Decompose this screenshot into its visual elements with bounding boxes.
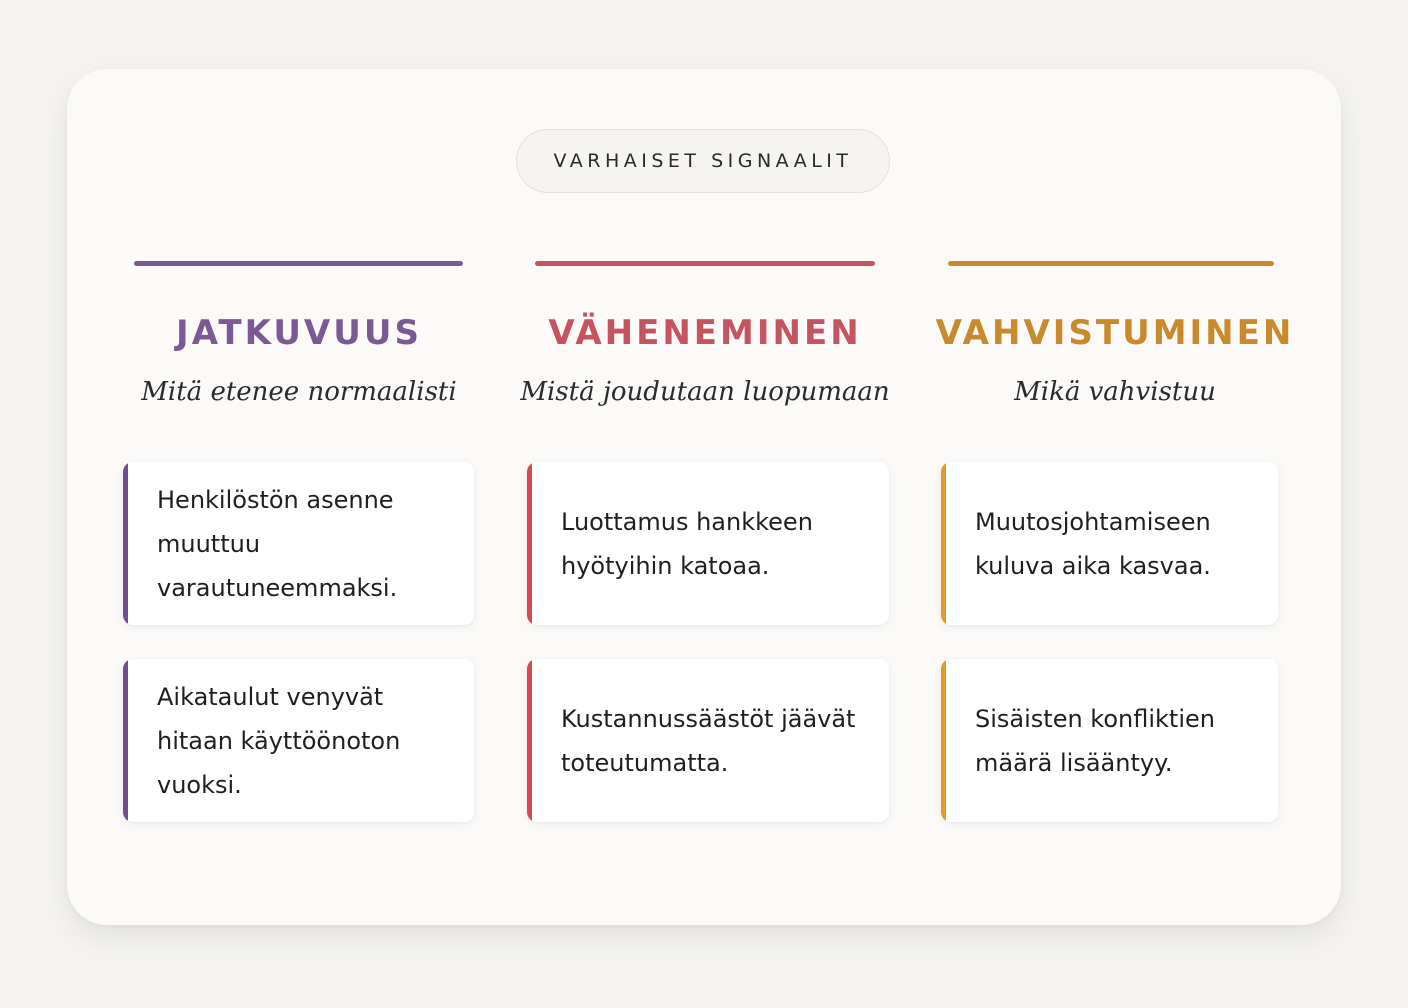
- column-rule-continuity: [134, 261, 463, 266]
- signal-card: [123, 462, 474, 625]
- signal-card: [527, 659, 889, 822]
- card-accent: [527, 659, 532, 822]
- column-subtitle-strengthening: Mikä vahvistuu: [1014, 377, 1216, 407]
- card-text: Kustannussäästöt jäävät toteutumatta.: [561, 704, 856, 777]
- card-text: Henkilöstön asenne muuttuu varautuneemmaksi.: [157, 485, 398, 602]
- card-text: Sisäisten konfliktien määrä lisääntyy.: [975, 704, 1215, 777]
- column-title-decrease: VÄHENEMINEN: [548, 313, 862, 353]
- card-accent: [123, 659, 128, 822]
- card-text: Muutosjohtamiseen kuluva aika kasvaa.: [975, 507, 1211, 580]
- column-rule-decrease: [535, 261, 875, 266]
- signal-card: [941, 462, 1278, 625]
- column-rule-strengthening: [948, 261, 1274, 266]
- signal-card: [527, 462, 889, 625]
- signal-card: [123, 659, 474, 822]
- column-subtitle-decrease: Mistä joudutaan luopumaan: [520, 377, 890, 407]
- column-title-strengthening: VAHVISTUMINEN: [935, 313, 1295, 353]
- card-accent: [941, 462, 946, 625]
- card-accent: [527, 462, 532, 625]
- section-badge: VARHAISET SIGNAALIT: [516, 129, 890, 193]
- card-accent: [123, 462, 128, 625]
- card-text: Aikataulut venyvät hitaan käyttöönoton vuoksi.: [157, 682, 401, 799]
- column-subtitle-continuity: Mitä etenee normaalisti: [141, 377, 457, 407]
- column-title-continuity: JATKUVUUS: [176, 313, 422, 353]
- card-text: Luottamus hankkeen hyötyihin katoaa.: [561, 507, 813, 580]
- card-accent: [941, 659, 946, 822]
- signal-card: [941, 659, 1278, 822]
